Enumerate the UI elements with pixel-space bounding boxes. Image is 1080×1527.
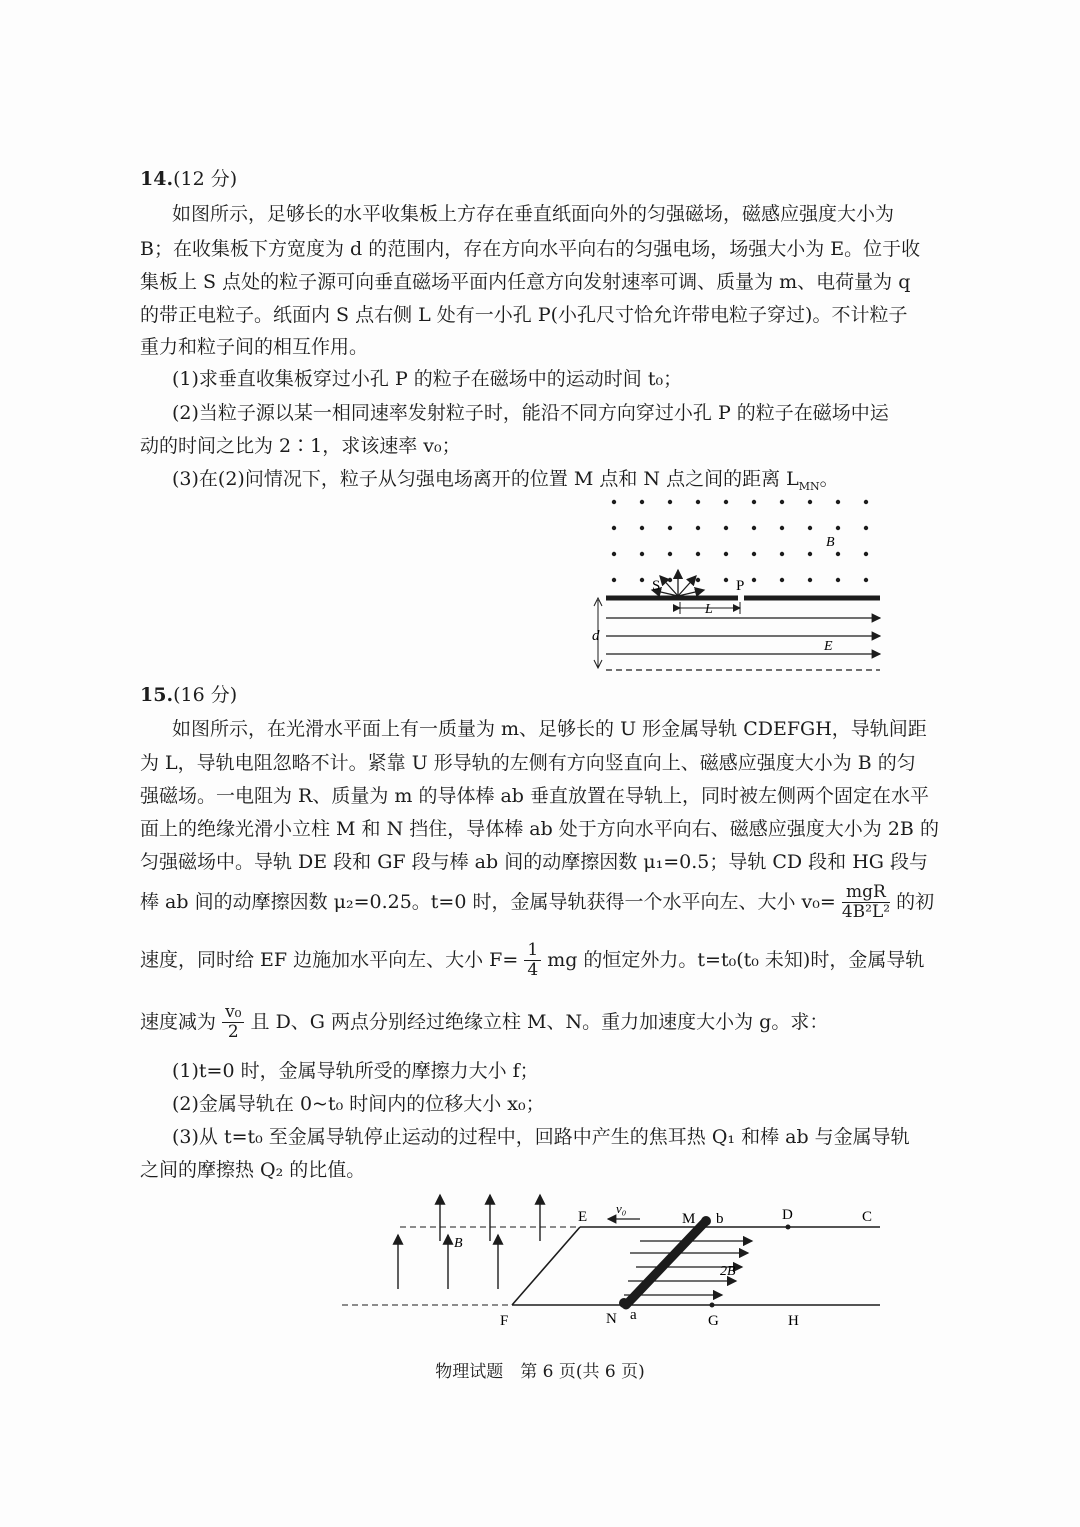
label-E: E — [578, 1209, 588, 1225]
q15-line7-b: mg 的恒定外力。t=t₀(t₀ 未知)时，金属导轨 — [547, 949, 925, 971]
q14-para-line: 的带正电粒子。纸面内 S 点右侧 L 处有一小孔 P(小孔尺寸恰允许带电粒子穿过)。不计粒子 — [140, 304, 908, 326]
q15-subq-2: (2)金属导轨在 0~t₀ 时间内的位移大小 x₀； — [172, 1093, 545, 1115]
rail-point-D — [786, 1225, 791, 1230]
fraction-half-den: 2 — [227, 1022, 239, 1042]
q15-para-line: 如图所示，在光滑水平面上有一质量为 m、足够长的 U 形金属导轨 CDEFGH，导轨间距 — [172, 718, 927, 740]
label-C: C — [862, 1209, 873, 1225]
field-label-2B: 2B — [720, 1264, 736, 1279]
fraction-quarter-den: 4 — [527, 960, 539, 980]
q15-line-half — [140, 1004, 828, 1041]
field-label-E: E — [824, 639, 833, 654]
q15-line6-b: 的初 — [896, 891, 935, 913]
q14-header — [140, 170, 237, 189]
dimension-d-label: d — [592, 628, 600, 644]
velocity-label: v₀ — [616, 1201, 627, 1216]
q15-para-line: 匀强磁场中。导轨 DE 段和 GF 段与棒 ab 间的动摩擦因数 μ₁=0.5；导轨 CD 段和 HG 段与 — [140, 851, 929, 873]
fraction-quarter-num: 1 — [524, 942, 541, 961]
label-a: a — [630, 1307, 637, 1323]
u-rail — [512, 1227, 880, 1305]
label-D: D — [782, 1207, 793, 1223]
q15-line6-a: 棒 ab 间的动摩擦因数 μ₂=0.25。t=0 时，金属导轨获得一个水平向左、大小 v₀= — [140, 891, 836, 913]
point-P-label: P — [736, 578, 745, 594]
fraction-half-num: v₀ — [222, 1004, 244, 1023]
q15-para-line: 面上的绝缘光滑小立柱 M 和 N 挡住，导体棒 ab 处于方向水平向右、磁感应强度大小为 2B 的 — [140, 818, 939, 840]
q15-line-force — [140, 942, 924, 979]
fraction-v0-num: mgR — [842, 884, 890, 903]
q14-subq-1: (1)求垂直收集板穿过小孔 P 的粒子在磁场中的运动时间 t₀； — [172, 368, 683, 390]
q14-points: (12 分) — [173, 168, 238, 190]
conductor-rod-ab — [626, 1221, 706, 1305]
point-S-label: S — [652, 578, 661, 594]
hole-P — [738, 594, 744, 602]
q14-subq-3-text: (3)在(2)问情况下，粒子从匀强电场离开的位置 M 点和 N 点之间的距离 L — [172, 468, 799, 490]
q15-header — [140, 686, 237, 705]
q15-para-line: 强磁场。一电阻为 R、质量为 m 的导体棒 ab 垂直放置在导轨上，同时被左侧两个固定在水平 — [140, 785, 930, 807]
dimension-L-label: L — [705, 602, 713, 617]
q15-subq-3: (3)从 t=t₀ 至金属导轨停止运动的过程中，回路中产生的焦耳热 Q₁ 和棒 ab 与金属导轨 — [172, 1126, 910, 1148]
q14-subq-3 — [172, 470, 839, 492]
q14-subq-2-cont: 动的时间之比为 2∶1，求该速率 v₀； — [140, 435, 461, 457]
field-label-B: B — [454, 1236, 463, 1251]
label-F: F — [500, 1313, 509, 1329]
fraction-half-v0 — [222, 1004, 244, 1041]
q15-line7-a: 速度，同时给 EF 边施加水平向左、大小 F= — [140, 949, 519, 971]
page-footer: 物理试题 第 6 页(共 6 页) — [435, 1362, 645, 1382]
label-M: M — [682, 1211, 696, 1227]
q14-figure — [590, 490, 890, 680]
q14-para-line: 集板上 S 点处的粒子源可向垂直磁场平面内任意方向发射速率可调、质量为 m、电荷量为 q — [140, 271, 911, 293]
electric-field-lines — [606, 618, 880, 654]
label-N: N — [606, 1311, 617, 1327]
q15-line8-b: 且 D、G 两点分别经过绝缘立柱 M、N。重力加速度大小为 g。求： — [250, 1011, 829, 1033]
q15-line8-a: 速度减为 — [140, 1011, 217, 1033]
field-label-B: B — [826, 535, 835, 550]
q14-subq-2: (2)当粒子源以某一相同速率发射粒子时，能沿不同方向穿过小孔 P 的粒子在磁场中运 — [172, 402, 889, 424]
q15-points: (16 分) — [173, 684, 238, 706]
q14-para-line: 重力和粒子间的相互作用。 — [140, 336, 369, 358]
q14-para-line: 如图所示，足够长的水平收集板上方存在垂直纸面向外的匀强磁场，磁感应强度大小为 — [172, 203, 895, 225]
post-M — [701, 1216, 711, 1226]
q15-number: 15. — [140, 684, 174, 706]
q15-subq-1: (1)t=0 时，金属导轨所受的摩擦力大小 f； — [172, 1060, 539, 1082]
rail-point-G — [710, 1303, 715, 1308]
q15-subq-3-cont: 之间的摩擦热 Q₂ 的比值。 — [140, 1159, 366, 1181]
label-b: b — [716, 1211, 724, 1227]
label-H: H — [788, 1313, 799, 1329]
post-N — [619, 1298, 629, 1308]
fraction-v0-den: 4B²L² — [841, 902, 891, 922]
fraction-v0 — [842, 884, 890, 921]
vertical-field-arrows — [398, 1195, 540, 1289]
q15-figure — [340, 1185, 900, 1335]
q14-para-line: B；在收集板下方宽度为 d 的范围内，存在方向水平向右的匀强电场，场强大小为 E。位于收 — [140, 238, 921, 260]
q15-line-v0 — [140, 884, 934, 921]
label-G: G — [708, 1313, 719, 1329]
q15-para-line: 为 L，导轨电阻忽略不计。紧靠 U 形导轨的左侧有方向竖直向上、磁感应强度大小为 B 的匀 — [140, 752, 916, 774]
q14-subq-3-end: 。 — [819, 468, 839, 490]
q14-number: 14. — [140, 168, 174, 190]
fraction-quarter — [524, 942, 541, 979]
q14-subq-3-sub: MN — [798, 479, 820, 493]
